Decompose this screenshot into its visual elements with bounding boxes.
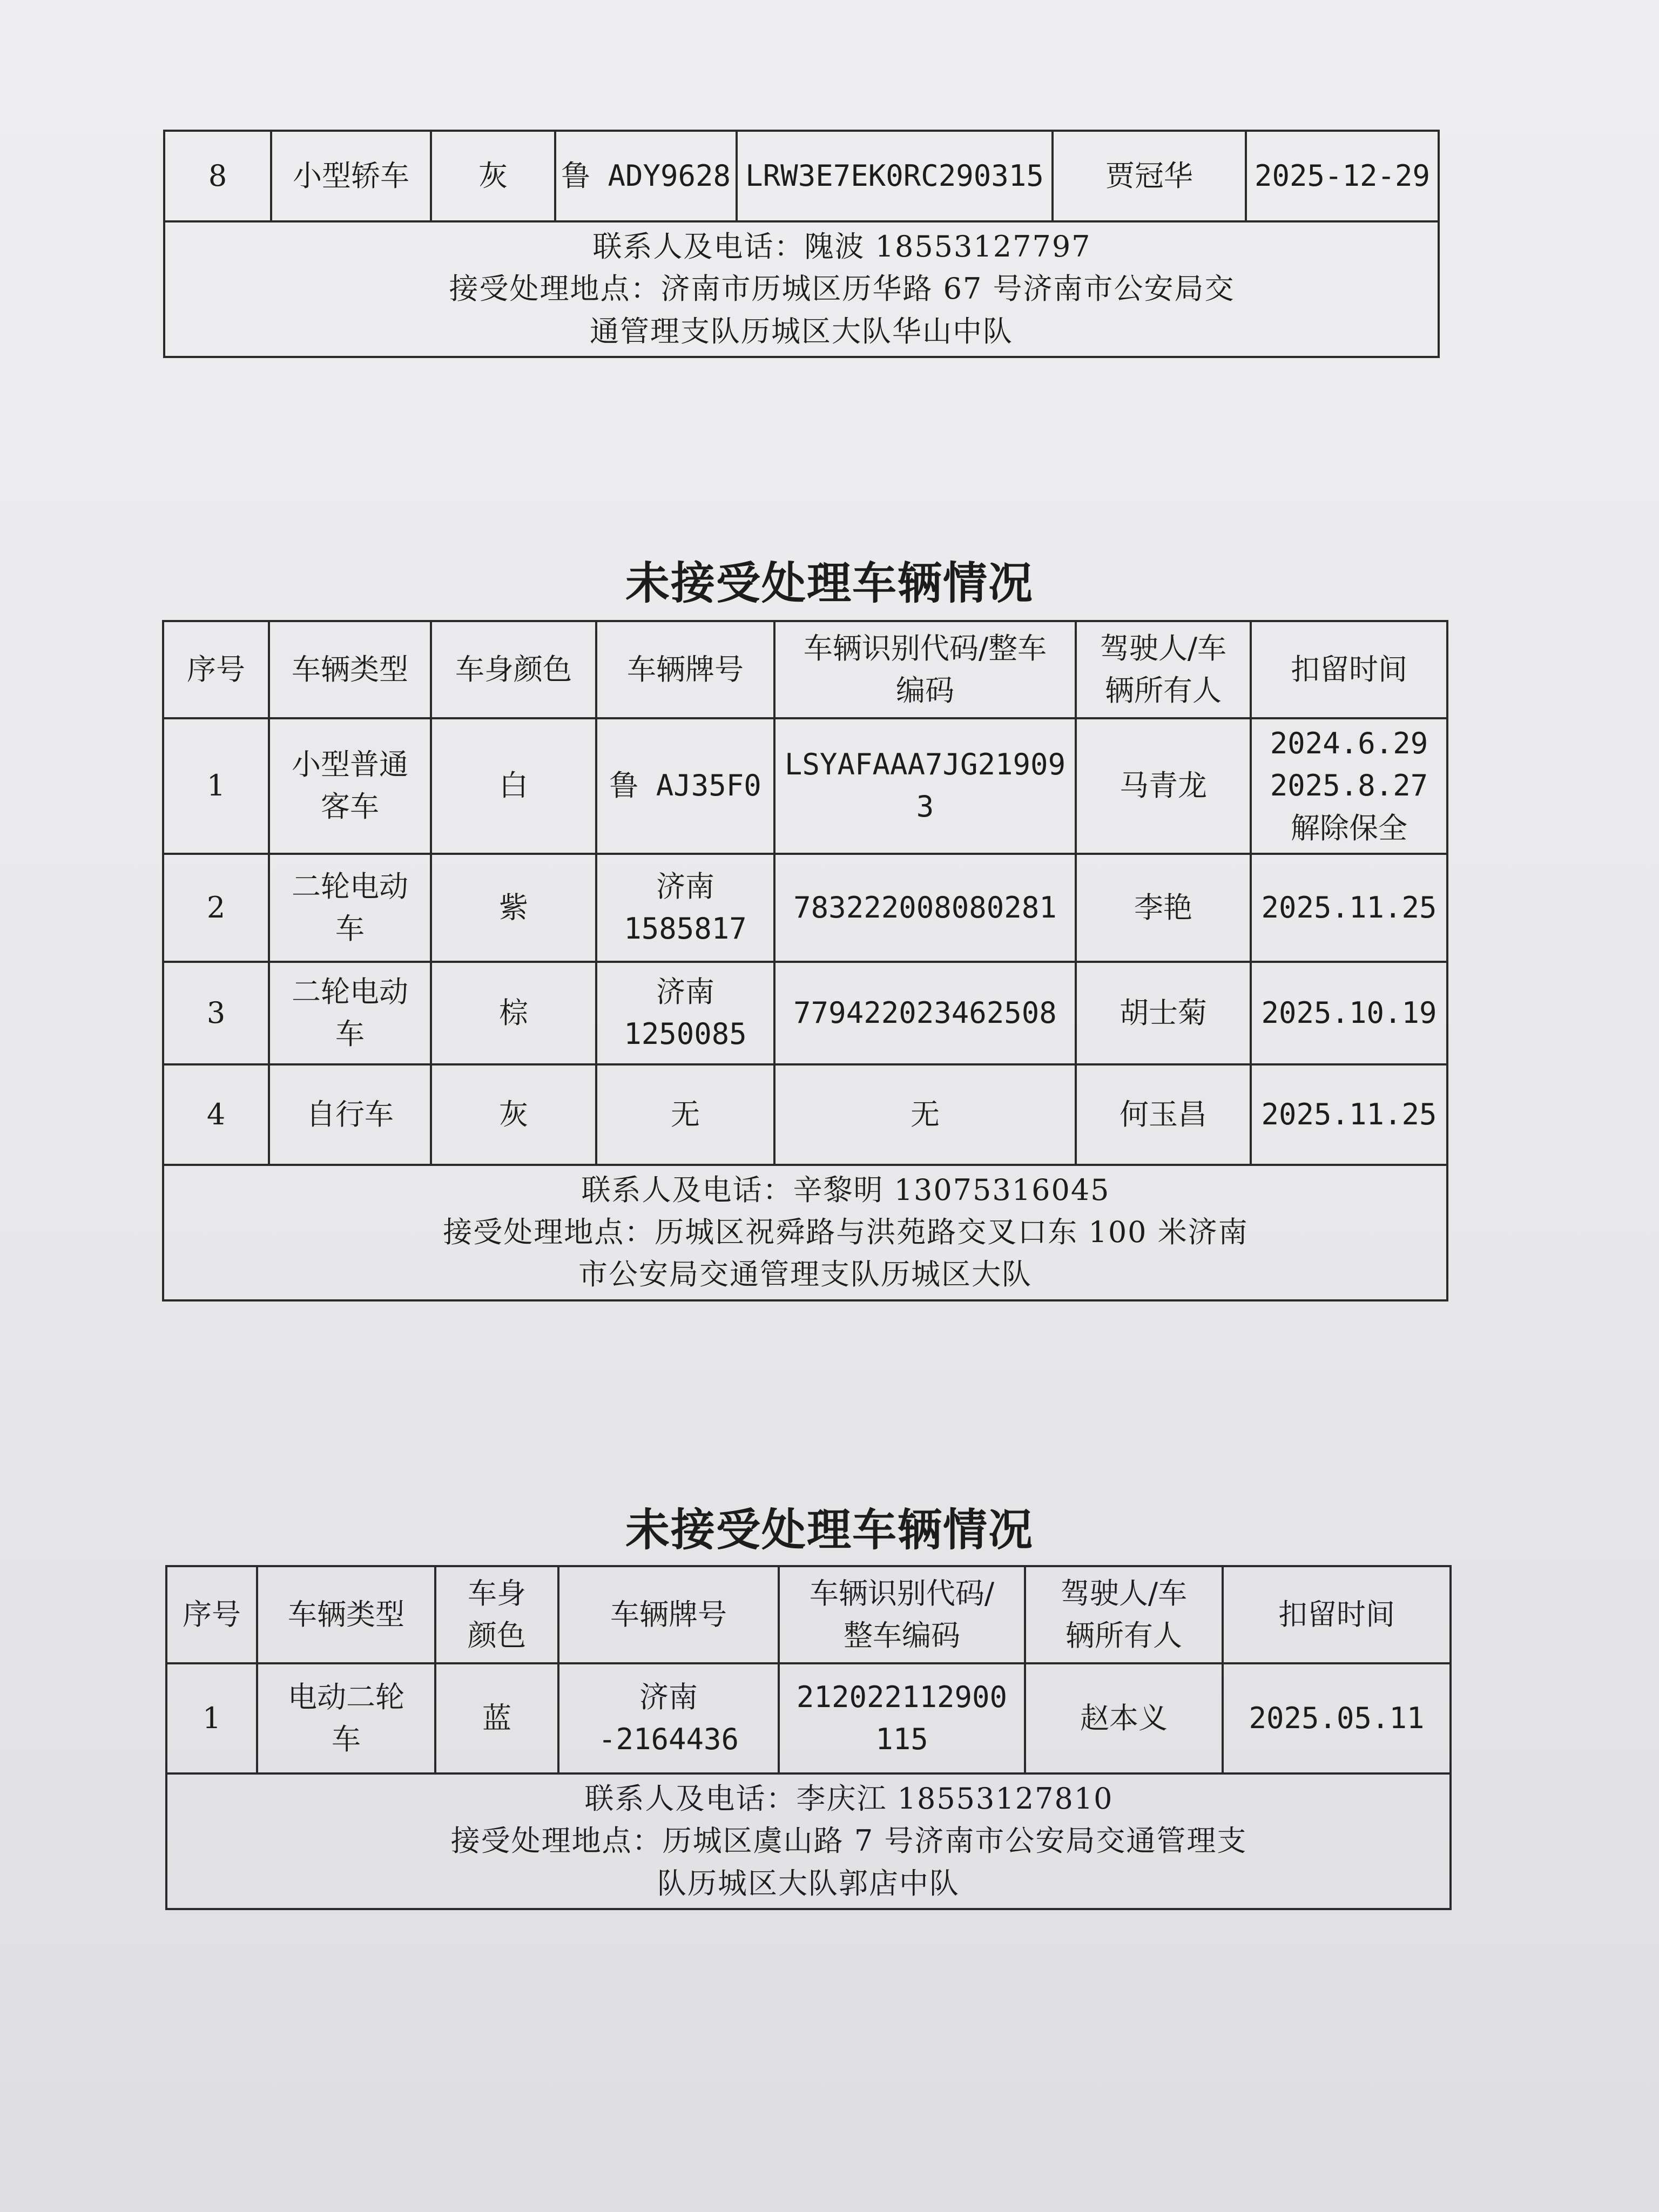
detain-time: 2025-12-29 (1246, 131, 1439, 221)
header-owner: 驾驶人/车 辆所有人 (1025, 1566, 1223, 1663)
plate-number: 鲁 AJ35F0 (596, 718, 774, 854)
location-text-1: 历城区虞山路 7 号济南市公安局交通管理支 (662, 1824, 1247, 1858)
section-title: 未接受处理车辆情况 (625, 558, 1034, 609)
header-owner: 驾驶人/车 辆所有人 (1076, 621, 1251, 718)
location-text-1: 历城区祝舜路与洪苑路交叉口东 100 米济南 (655, 1215, 1249, 1250)
detain-time: 2025.05.11 (1223, 1663, 1451, 1773)
table-row (163, 1064, 1447, 1165)
location-label: 接受处理地点： (443, 1215, 655, 1250)
row-no: 4 (163, 1064, 269, 1165)
owner-name: 李艳 (1076, 854, 1251, 962)
contact-line (172, 1778, 1445, 1820)
info-cell (163, 1165, 1447, 1300)
plate-number: 无 (596, 1064, 774, 1165)
header-type: 车辆类型 (257, 1566, 435, 1663)
location-line (170, 268, 1433, 310)
top-table-block (163, 130, 1438, 358)
contact-line (170, 226, 1433, 268)
owner-name: 赵本义 (1025, 1663, 1223, 1773)
info-cell (164, 221, 1439, 357)
detain-time: 2025.10.19 (1251, 962, 1447, 1064)
table-row (163, 718, 1447, 854)
header-color: 车身 颜色 (435, 1566, 558, 1663)
contact-line (168, 1169, 1442, 1211)
info-row (164, 221, 1439, 357)
header-no: 序号 (163, 621, 269, 718)
location-text-2: 市公安局交通管理支队历城区大队 (578, 1257, 1032, 1292)
vehicle-color: 紫 (431, 854, 596, 962)
vehicle-color: 蓝 (435, 1663, 558, 1773)
vehicle-type: 电动二轮 车 (257, 1663, 435, 1773)
owner-name: 马青龙 (1076, 718, 1251, 854)
section-title: 未接受处理车辆情况 (625, 1505, 1034, 1556)
header-no: 序号 (166, 1566, 257, 1663)
detain-time: 2025.11.25 (1251, 854, 1447, 962)
row-no: 8 (164, 131, 271, 221)
location-label: 接受处理地点： (450, 1824, 663, 1858)
plate-number: 鲁 ADY9628 (555, 131, 737, 221)
owner-name: 胡士菊 (1076, 962, 1251, 1064)
header-row (163, 621, 1447, 718)
vin-code: 779422023462508 (774, 962, 1076, 1064)
table-row (164, 131, 1439, 221)
row-no: 1 (166, 1663, 257, 1773)
table-row (163, 962, 1447, 1064)
location-line (172, 1820, 1445, 1862)
location-text-1: 济南市历城区历华路 67 号济南市公安局交 (660, 272, 1235, 306)
contact-value: 李庆江 18553127810 (796, 1782, 1114, 1816)
header-vin: 车辆识别代码/ 整车编码 (779, 1566, 1025, 1663)
row-no: 3 (163, 962, 269, 1064)
header-vin: 车辆识别代码/整车 编码 (774, 621, 1076, 718)
owner-name: 何玉昌 (1076, 1064, 1251, 1165)
vehicle-color: 灰 (431, 131, 555, 221)
section2-table-block (162, 620, 1446, 1301)
vehicle-type: 二轮电动 车 (269, 962, 431, 1064)
detain-time: 2025.11.25 (1251, 1064, 1447, 1165)
table-row (166, 1663, 1451, 1773)
vehicle-type: 小型轿车 (271, 131, 431, 221)
location-text-2: 队历城区大队郭店中队 (657, 1866, 960, 1900)
location-line (168, 1211, 1442, 1253)
plate-number: 济南 -2164436 (558, 1663, 779, 1773)
plate-number: 济南 1250085 (596, 962, 774, 1064)
contact-value: 隗波 18553127797 (804, 230, 1091, 264)
vehicle-color: 棕 (431, 962, 596, 1064)
plate-number: 济南 1585817 (596, 854, 774, 962)
unprocessed-vehicle-table (162, 620, 1448, 1301)
info-cell (166, 1773, 1451, 1909)
section3-table-block (165, 1565, 1449, 1910)
contact-value: 辛黎明 13075316045 (793, 1172, 1110, 1207)
contact-label: 联系人及电话： (581, 1172, 793, 1207)
info-row (166, 1773, 1451, 1909)
location-label: 接受处理地点： (449, 272, 661, 306)
top-vehicle-table (163, 130, 1440, 358)
vin-code: 783222008080281 (774, 854, 1076, 962)
header-row (166, 1566, 1451, 1663)
row-no: 2 (163, 854, 269, 962)
header-plate: 车辆牌号 (558, 1566, 779, 1663)
row-no: 1 (163, 718, 269, 854)
vin-code: LRW3E7EK0RC290315 (737, 131, 1053, 221)
vehicle-type: 自行车 (269, 1064, 431, 1165)
table-row (163, 854, 1447, 962)
header-time: 扣留时间 (1251, 621, 1447, 718)
contact-label: 联系人及电话： (584, 1782, 797, 1816)
vehicle-type: 小型普通 客车 (269, 718, 431, 854)
owner-name: 贾冠华 (1053, 131, 1246, 221)
header-time: 扣留时间 (1223, 1566, 1451, 1663)
info-row (163, 1165, 1447, 1300)
vin-code: LSYAFAAA7JG219093 (774, 718, 1076, 854)
location-text-2: 通管理支队历城区大队华山中队 (590, 314, 1013, 348)
header-type: 车辆类型 (269, 621, 431, 718)
contact-label: 联系人及电话： (592, 230, 805, 264)
vin-code: 212022112900 115 (779, 1663, 1025, 1773)
vin-code: 无 (774, 1064, 1076, 1165)
vehicle-type: 二轮电动 车 (269, 854, 431, 962)
vehicle-color: 白 (431, 718, 596, 854)
vehicle-color: 灰 (431, 1064, 596, 1165)
header-color: 车身颜色 (431, 621, 596, 718)
unprocessed-vehicle-table-2 (165, 1565, 1452, 1910)
detain-time: 2024.6.29 2025.8.27 解除保全 (1251, 718, 1447, 854)
header-plate: 车辆牌号 (596, 621, 774, 718)
